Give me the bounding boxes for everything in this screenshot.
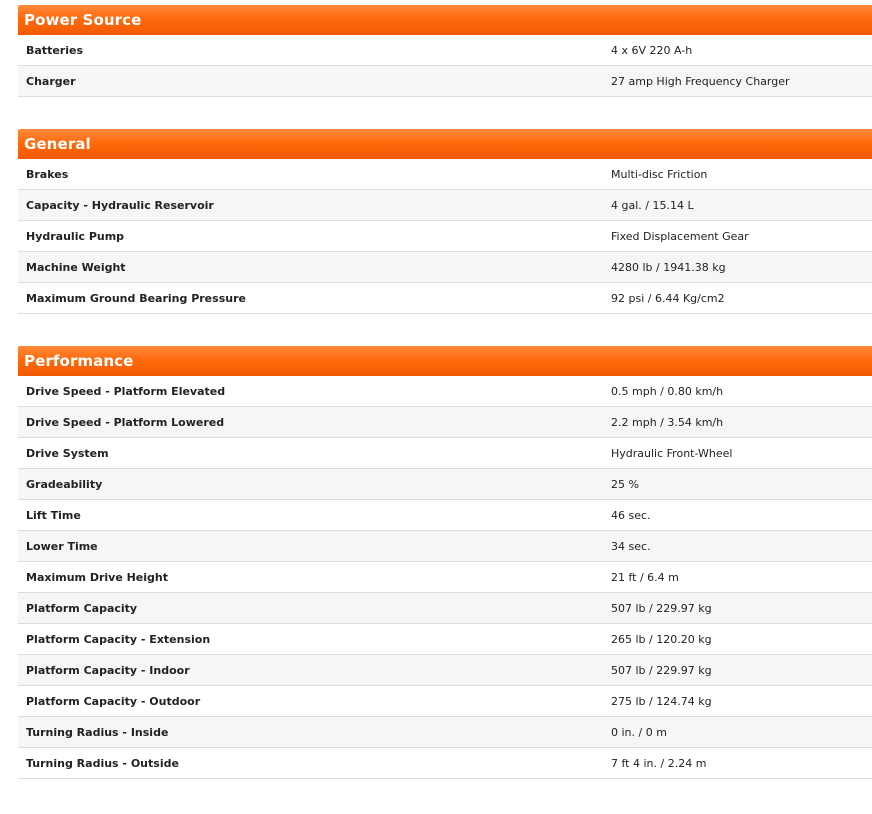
spec-value: 275 lb / 124.74 kg [603, 686, 872, 717]
spec-row [18, 159, 872, 190]
spec-row [18, 624, 872, 655]
spec-row [18, 438, 872, 469]
spec-row [18, 655, 872, 686]
spec-label: Maximum Ground Bearing Pressure [18, 283, 603, 314]
section-header-power-source: Power Source [18, 5, 872, 35]
section-performance [18, 346, 872, 779]
spec-label: Platform Capacity - Indoor [18, 655, 603, 686]
section-header-performance: Performance [18, 346, 872, 376]
spec-label: Platform Capacity [18, 593, 603, 624]
spec-value: 21 ft / 6.4 m [603, 562, 872, 593]
spec-value: 34 sec. [603, 531, 872, 562]
spec-label: Drive Speed - Platform Elevated [18, 376, 603, 407]
section-general [18, 129, 872, 314]
spec-label: Batteries [18, 35, 603, 66]
spec-label: Turning Radius - Outside [18, 748, 603, 779]
spec-label: Drive System [18, 438, 603, 469]
spec-row [18, 593, 872, 624]
spec-value: 265 lb / 120.20 kg [603, 624, 872, 655]
spec-label: Platform Capacity - Extension [18, 624, 603, 655]
spec-value: 92 psi / 6.44 Kg/cm2 [603, 283, 872, 314]
spec-value: 7 ft 4 in. / 2.24 m [603, 748, 872, 779]
section-header-general: General [18, 129, 872, 159]
spec-value: 0.5 mph / 0.80 km/h [603, 376, 872, 407]
spec-label: Brakes [18, 159, 603, 190]
spec-value: 4 gal. / 15.14 L [603, 190, 872, 221]
spec-row [18, 686, 872, 717]
spec-label: Machine Weight [18, 252, 603, 283]
spec-value: 507 lb / 229.97 kg [603, 655, 872, 686]
spec-sheet [18, 5, 872, 811]
spec-row [18, 221, 872, 252]
spec-table-general [18, 159, 872, 314]
spec-label: Maximum Drive Height [18, 562, 603, 593]
section-power-source [18, 5, 872, 97]
spec-row [18, 500, 872, 531]
spec-table-performance [18, 376, 872, 779]
spec-row [18, 562, 872, 593]
spec-label: Gradeability [18, 469, 603, 500]
spec-label: Lift Time [18, 500, 603, 531]
spec-table-power-source [18, 35, 872, 97]
spec-value: 0 in. / 0 m [603, 717, 872, 748]
spec-label: Turning Radius - Inside [18, 717, 603, 748]
spec-label: Capacity - Hydraulic Reservoir [18, 190, 603, 221]
spec-row [18, 748, 872, 779]
spec-row [18, 717, 872, 748]
spec-row [18, 66, 872, 97]
spec-row [18, 190, 872, 221]
spec-value: 4 x 6V 220 A-h [603, 35, 872, 66]
spec-label: Drive Speed - Platform Lowered [18, 407, 603, 438]
spec-value: 46 sec. [603, 500, 872, 531]
spec-value: Fixed Displacement Gear [603, 221, 872, 252]
spec-label: Charger [18, 66, 603, 97]
spec-value: Multi-disc Friction [603, 159, 872, 190]
spec-row [18, 531, 872, 562]
spec-label: Lower Time [18, 531, 603, 562]
spec-row [18, 469, 872, 500]
spec-value: 27 amp High Frequency Charger [603, 66, 872, 97]
spec-row [18, 252, 872, 283]
spec-row [18, 35, 872, 66]
spec-value: 507 lb / 229.97 kg [603, 593, 872, 624]
spec-row [18, 376, 872, 407]
spec-row [18, 283, 872, 314]
spec-label: Hydraulic Pump [18, 221, 603, 252]
spec-value: Hydraulic Front-Wheel [603, 438, 872, 469]
spec-value: 2.2 mph / 3.54 km/h [603, 407, 872, 438]
spec-value: 4280 lb / 1941.38 kg [603, 252, 872, 283]
spec-value: 25 % [603, 469, 872, 500]
spec-row [18, 407, 872, 438]
spec-label: Platform Capacity - Outdoor [18, 686, 603, 717]
